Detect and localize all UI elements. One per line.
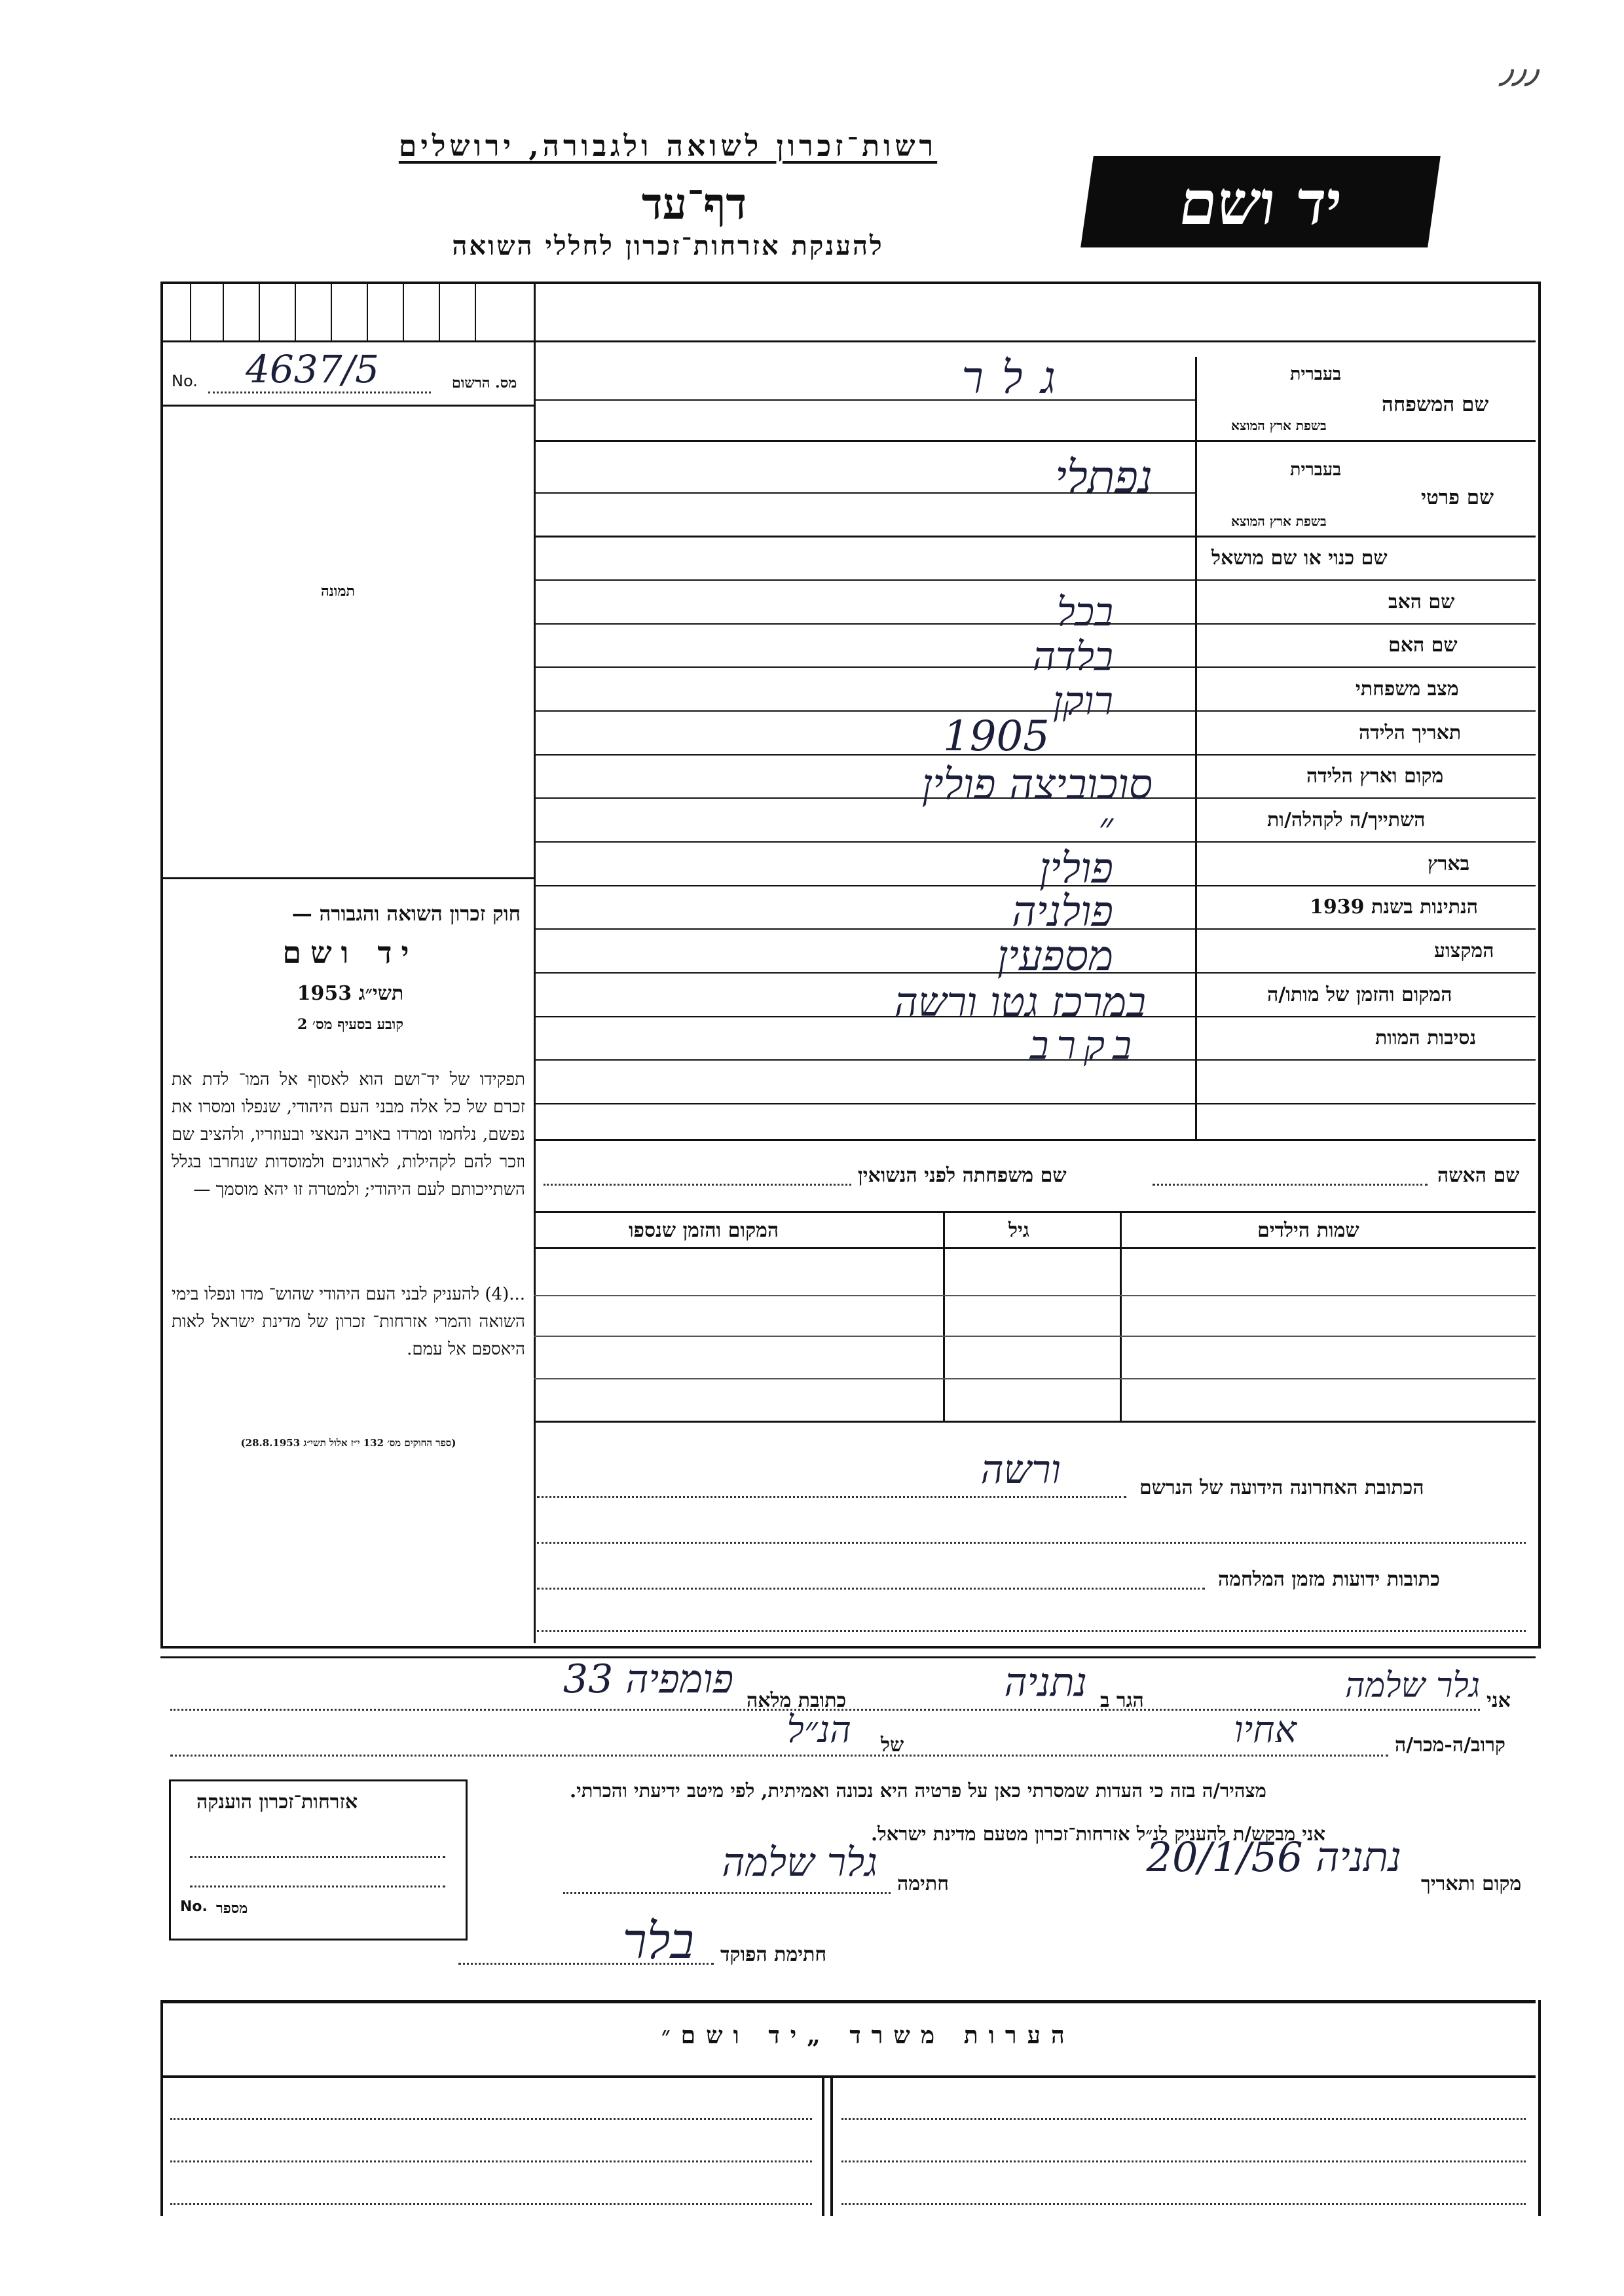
statement-2: אני מבקש/ת להעניק לנ״ל אזרחות־זכרון מטעם מדינת ישראל. xyxy=(871,1823,1325,1845)
birth-place-label: מקום וארץ הלידה xyxy=(1306,765,1444,788)
of-label: של xyxy=(881,1734,904,1757)
children-age-header: גיל xyxy=(1008,1219,1029,1242)
mother-label: שם האם xyxy=(1388,634,1458,657)
officer-signature-value: בלר xyxy=(622,1912,694,1970)
legal-name: יד ושם xyxy=(282,935,418,970)
citizenship-1939-label: הנתינות בשנת 1939 xyxy=(1310,896,1479,919)
registration-label: מס. הרשום xyxy=(452,374,517,392)
place-date-value: נתניה 20/1/56 xyxy=(1146,1833,1401,1881)
living-label: הגר ב xyxy=(1100,1689,1144,1712)
profession-label: המקצוע xyxy=(1434,939,1494,962)
last-address-label: הכתובת האחרונה הידועה של הנרשם xyxy=(1139,1476,1424,1499)
death-place-value: במרכז גטו ורשה xyxy=(894,978,1146,1026)
first-name-value: נפתלי xyxy=(1055,452,1153,503)
legal-reference: (ספר החוקים מס׳ 132 י״ז אלול תשי״ג 28.8.1953) xyxy=(240,1437,456,1449)
citizenship-granted-title: אזרחות־זכרון הוענקה xyxy=(196,1791,358,1813)
relative-label: קרוב/ה-מכר/ה xyxy=(1395,1734,1505,1757)
death-cause-value: בקרב xyxy=(1029,1023,1139,1068)
first-name-origin-label: בשפת ארץ המוצא xyxy=(1231,513,1327,529)
birth-date-value: 1905 xyxy=(943,712,1050,761)
legal-text-1: תפקידו של יד־ושם הוא לאסוף אל המו־ לדת את זכרם של כל אלה מבני העם היהודי, שנפלו ומסרו את נפשם, נלחמו ומרדו באויב הנאצי ובעוזריו, ולהציב שם וזכר להם לקהילות, לארגונים ולמוסדות שנחרבו בגלל השתייכותם לעם היהודי; ולמטרה זו יהא מוסמך — xyxy=(172,1070,525,1199)
registration-number: 4637/5 xyxy=(246,347,380,392)
marital-value: רוקן xyxy=(1052,678,1113,724)
father-label: שם האב xyxy=(1388,591,1455,613)
country-value: פולין xyxy=(1039,845,1113,893)
first-name-hebrew-label: בעברית xyxy=(1290,460,1342,480)
legal-text-2: ...(4) להעניק לבני העם היהודי שהוש־ מדו ונפלו בימי השואה והמרי אזרחות־ זכרון של מדינת ישראל לאות היאספם אל עמם. xyxy=(172,1285,525,1359)
children-names-header: שמות הילדים xyxy=(1257,1219,1359,1242)
declarant-label: אני xyxy=(1486,1689,1511,1712)
community-label: השתייך/ה לקהלה/ות xyxy=(1267,809,1426,831)
no-label: No. xyxy=(172,372,198,390)
corner-marks: ٫٫٫ xyxy=(1500,46,1538,92)
father-value: בכל xyxy=(1056,589,1113,635)
signature-label: חתימה xyxy=(897,1872,949,1895)
birth-date-label: תאריך הלידה xyxy=(1359,721,1462,744)
notes-title: הערות משרד „יד ושם״ xyxy=(661,2022,1075,2049)
of-value: הנ״ל xyxy=(786,1709,851,1751)
nickname-label: שם כנוי או שם מושאל xyxy=(1211,547,1388,570)
country-label: בארץ xyxy=(1428,852,1470,875)
authority-title: רשות־זכרון לשואה ולגבורה, ירושלים xyxy=(398,130,938,163)
place-date-label: מקום ותאריך xyxy=(1421,1872,1522,1895)
mother-value: בלדה xyxy=(1032,634,1113,680)
children-death-header: המקום והזמן שנספו xyxy=(629,1219,779,1242)
family-name-hebrew-label: בעברית xyxy=(1290,364,1342,384)
photo-label: תמונה xyxy=(321,583,355,600)
officer-signature-label: חתימת הפוקד xyxy=(720,1943,827,1966)
citizenship-1939-value: פולניה xyxy=(1012,888,1113,936)
living-value: נתניה xyxy=(1004,1660,1087,1705)
community-value: ״ xyxy=(1098,804,1113,850)
first-name-label: שם פרטי xyxy=(1421,486,1494,509)
page-title: דף־עד xyxy=(641,178,747,229)
declarant-value: גלר שלמה xyxy=(1345,1666,1480,1705)
family-name-origin-label: בשפת ארץ המוצא xyxy=(1231,418,1327,433)
legal-title: חוק זכרון השואה והגבורה — xyxy=(291,902,521,926)
spouse-label: שם האשה xyxy=(1437,1164,1520,1187)
wartime-address-label: כתובות ידועות מזמן המלחמה xyxy=(1218,1568,1440,1591)
citizenship-no-label: No. xyxy=(180,1899,208,1915)
birth-place-value: סוכוביצה פולין xyxy=(921,761,1153,809)
legal-year: תשי״ג 1953 xyxy=(297,982,404,1005)
family-name-label: שם המשפחה xyxy=(1382,393,1489,416)
family-name-value: גלר xyxy=(961,352,1074,404)
legal-clause: קובע בסעיף מס׳ 2 xyxy=(297,1016,404,1033)
logo-text: יד ושם xyxy=(1175,168,1346,238)
death-cause-label: נסיבות המוות xyxy=(1375,1027,1477,1049)
citizenship-number-label: מספר xyxy=(216,1900,248,1917)
spouse-maiden-label: שם משפחתה לפני הנשואין xyxy=(858,1164,1067,1187)
signature-value: גלר שלמה xyxy=(722,1840,877,1886)
last-address-value: ורשה xyxy=(980,1447,1061,1493)
full-address-value: פומפיה 33 xyxy=(563,1656,733,1702)
profession-value: מספעין xyxy=(997,932,1113,981)
marital-label: מצב משפחתי xyxy=(1356,678,1459,701)
page-subtitle: להענקת אזרחות־זכרון לחללי השואה xyxy=(452,230,884,261)
notes-frame xyxy=(160,2000,1541,2216)
statement-1: מצהיר/ה בזה כי העדות שמסרתי כאן על פרטיה היא נכונה ואמיתית, לפי מיטב ידיעתי והכרתי. xyxy=(570,1779,1266,1802)
relative-value: אחיו xyxy=(1234,1709,1297,1751)
death-place-label: המקום והזמן של מותו/ה xyxy=(1267,983,1452,1006)
full-address-label: כתובת מלאה xyxy=(747,1689,847,1712)
